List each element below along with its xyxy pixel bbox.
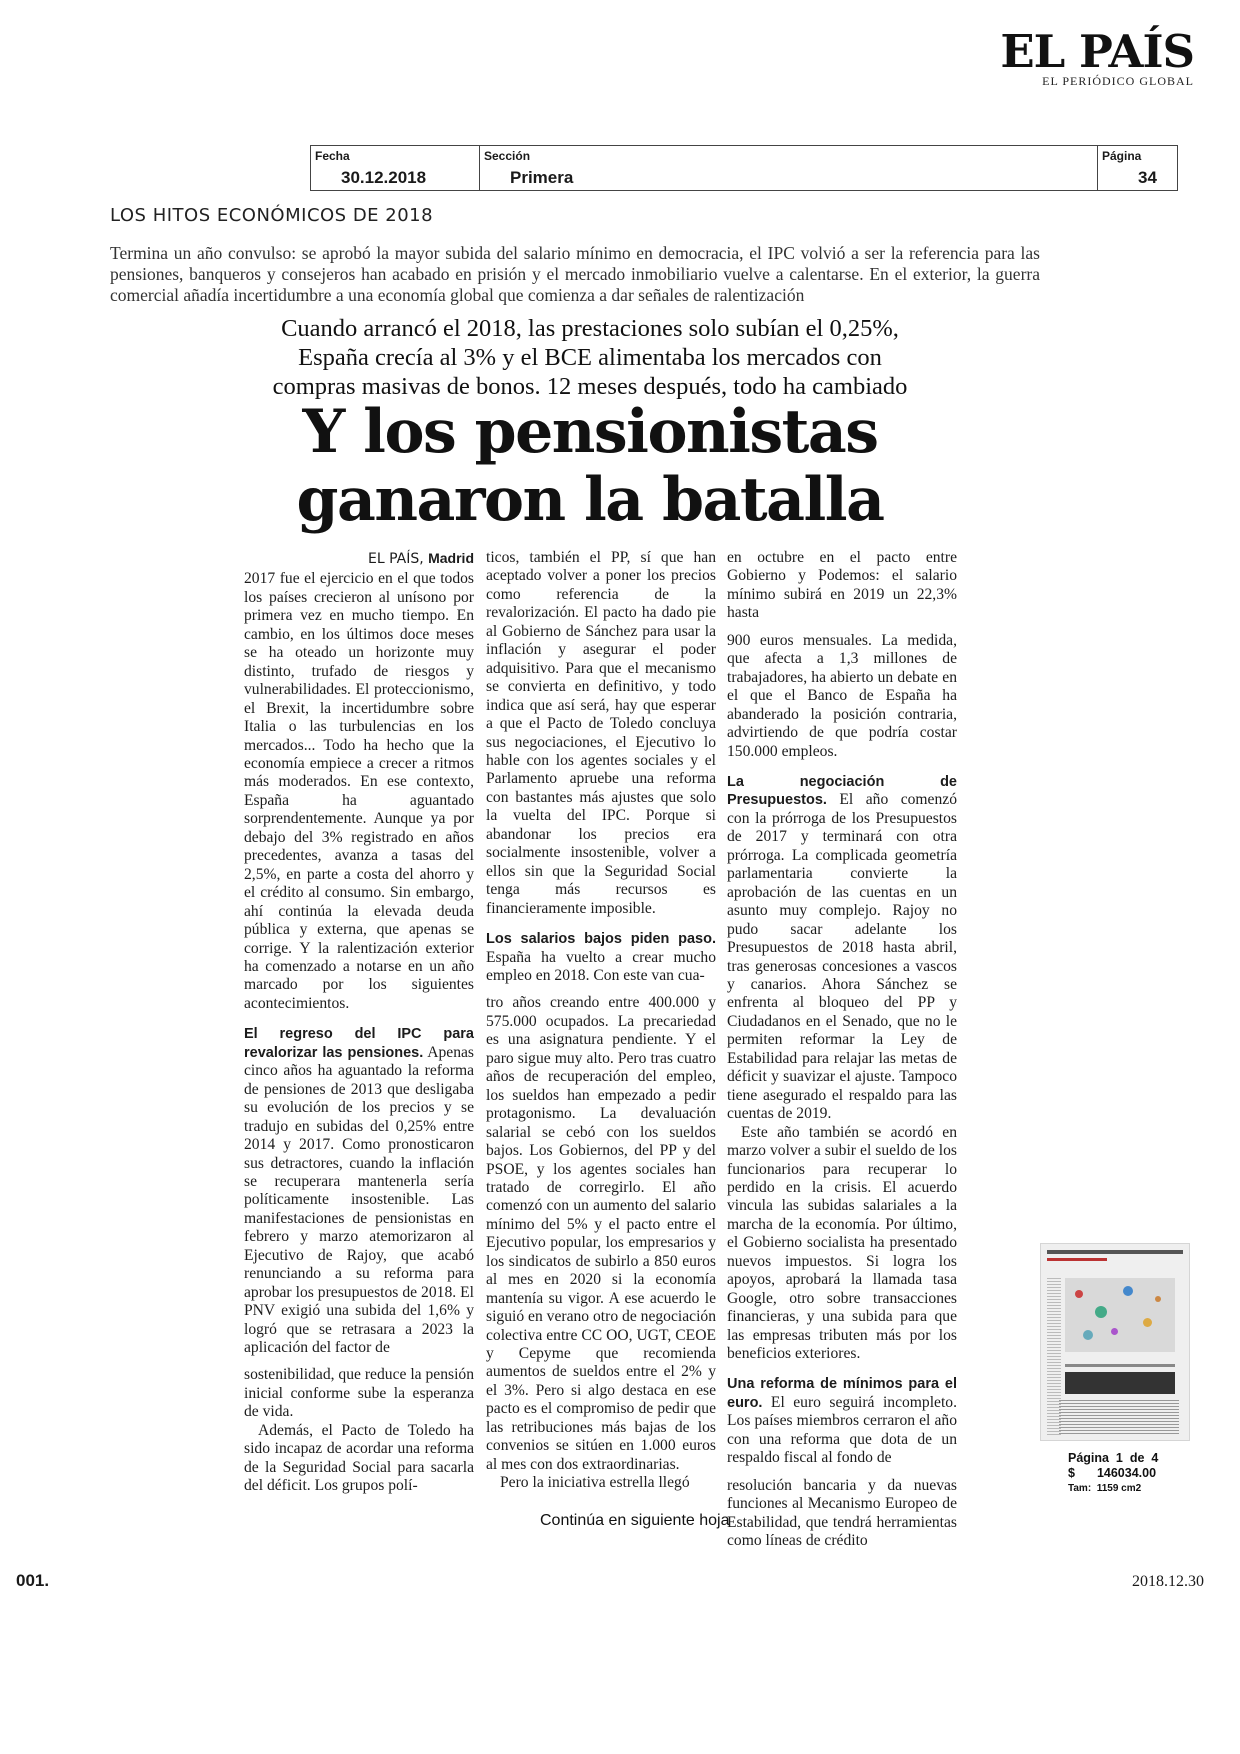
deck-line: España crecía al 3% y el BCE alimentaba los mercados con — [298, 344, 882, 371]
page-info — [1068, 1451, 1158, 1496]
article-headline — [150, 398, 1030, 534]
paragraph — [486, 930, 716, 985]
subheading: Los salarios bajos piden paso. — [486, 931, 716, 948]
paragraph — [727, 773, 957, 1124]
paragraph: sostenibilidad, que reduce la pensión inicial conforme sube la esperanza de vida. — [244, 1366, 474, 1421]
continue-note: Continúa en siguiente hoja — [540, 1512, 730, 1529]
logo-tagline: EL PERIÓDICO GLOBAL — [1042, 74, 1194, 88]
page-size: Tam: 1159 cm2 — [1068, 1483, 1142, 1494]
newspaper-logo — [1000, 25, 1194, 89]
page-id: 001. — [16, 1571, 50, 1590]
byline — [244, 549, 474, 568]
paragraph-text: El euro seguirá incompleto. Los países miembros cerraron el año con una reforma que dota de un respaldo fiscal al fondo de — [727, 1393, 957, 1467]
pagina-value: 34 — [1138, 168, 1157, 187]
thumbnail-header-bar — [1047, 1250, 1183, 1254]
subheading: La negociación de Presupuestos. — [727, 773, 957, 809]
paragraph — [244, 1025, 474, 1357]
paragraph: resolución bancaria y da nuevas funciones al Mecanismo Europeo de Estabilidad, que tendrá herramientas como líneas de crédito — [727, 1476, 957, 1550]
paragraph: en octubre en el pacto entre Gobierno y Podemos: el salario mínimo subirá en 2019 un 22,3% hasta — [727, 549, 957, 622]
pagina-label: Página — [1102, 149, 1142, 163]
thumbnail-section — [1047, 1258, 1107, 1261]
logo-name: EL PAÍS — [1000, 25, 1194, 78]
byline-source: EL PAÍS, — [367, 551, 429, 567]
thumbnail-deck — [1065, 1364, 1175, 1367]
subheading: Una reforma de mínimos para el euro. — [727, 1376, 957, 1411]
article-column-2 — [486, 549, 716, 1493]
paragraph-text: España ha vuelto a crear mucho empleo en 2018. Con este van cua- — [486, 948, 716, 984]
thumbnail-illustration — [1065, 1278, 1175, 1352]
seccion-label: Sección — [484, 149, 531, 163]
article-column-3 — [727, 549, 957, 1551]
deck-line: Cuando arrancó el 2018, las prestaciones solo subían el 0,25%, — [281, 315, 899, 342]
article-deck — [150, 314, 1030, 401]
byline-place: Madrid — [428, 550, 474, 566]
subheading: El regreso del IPC para revalorizar las pensiones. — [244, 1026, 474, 1061]
paragraph: Este año también se acordó en marzo volver a subir el sueldo de los funcionarios para recuperar lo perdido en la crisis. El acuerdo vincula las subidas salariales a la marcha de la economía. Por último, el Gobierno socialista ha presentado nuevos impuestos. Si logra los apoyos, aprobará la llamada tasa Google, otro sobre transacciones financieras, y una subida para que las empresas tributen más por los beneficios exteriores. — [727, 1123, 957, 1363]
paragraph-text: El año comenzó con la prórroga de los Presupuestos de 2017 y terminará con otra prórroga. La complicada geometría parlamentaria convierte la aprobación de las cuentas en un asunto muy complejo. Rajoy no pudo sacar adelante los Presupuestos de 2018 hasta abril, tras generosas concesiones a vascos y canarios. Ahora Sánchez se enfrenta al bloqueo del PP y Ciudadanos en el Senado, que no le permiten reformar la Ley de Estabilidad para relajar las metas de déficit y suavizar el ajuste. Tampoco tiene asegurado el respaldo para las cuentas de 2019. — [727, 791, 957, 1123]
page-thumbnail — [1040, 1243, 1190, 1441]
clipping-info-table — [310, 145, 1178, 191]
paragraph — [727, 1375, 957, 1467]
paragraph: ticos, también el PP, sí que han aceptado volver a poner los precios como referencia de la revalorización. El pacto ha dado pie al Gobierno de Sánchez para usar la inflación y asegurar el poder adquisitivo. Para que el mecanismo se convierta en definitivo, y todo indica que así será, hay que esperar a que el Pacto de Toledo concluya sus negociaciones, el Ejecutivo lo hable con los agentes sociales y el Parlamento apruebe una reforma con bastantes más ajustes que solo la vuelta del IPC. Porque si abandonar los precios era socialmente insostenible, volver a ellos sin que la Seguridad Social tenga más recursos es financieramente imposible. — [486, 549, 716, 917]
paragraph-text: Apenas cinco años ha aguantado la reforma de pensiones de 2013 que desligaba su evolución de los precios y se tradujo en subidas del 0,25% entre 2014 y 2017. Como pronosticaron sus detractores, cuando la inflación se recuperara mantenerla sería políticamente insostenible. Las manifestaciones de pensionistas en febrero y marzo atemorizaron al Ejecutivo de Rajoy, que acabó renunciando a su reforma para aprobar los presupuestos de 2018. El PNV exigió una subida del 1,6% y logró que se retrasara a 2023 la aplicación del factor de — [244, 1043, 474, 1357]
pagina-cell — [1098, 146, 1177, 190]
intro-paragraph: Termina un año convulso: se aprobó la mayor subida del salario mínimo en democracia, el IPC volvió a ser la referencia para las pensiones, banqueros y consejeros han acabado en prisión y el mercado inmobiliario vuelve a calentarse. En el exterior, la guerra comercial añadía incertidumbre a una economía global que comienza a dar señales de ralentización — [110, 243, 1040, 305]
article-column-1 — [244, 549, 474, 1496]
paragraph: Pero la iniciativa estrella llegó — [500, 1474, 690, 1492]
page-count: Página 1 de 4 — [1068, 1451, 1159, 1465]
seccion-value: Primera — [510, 168, 574, 187]
fecha-label: Fecha — [315, 149, 350, 163]
paragraph: tro años creando entre 400.000 y 575.000 ocupados. La precariedad es una asignatura pendiente. Y el paro sigue muy alto. Pero tras cuatro años de recuperación del empleo, los sueldos han empezado a pedir protagonismo. La devaluación salarial se cebó con los sueldos bajos. Los Gobiernos, del PP y del PSOE, y los agentes sociales han tratado de corregirlo. El año comenzó con un aumento del salario mínimo del 5% y el pacto entre el Ejecutivo popular, los empresarios y los sindicatos de subirlo a 850 euros al mes en 2020 si la economía mantenía su vigor. A ese acuerdo le siguió en verano otro de negociación colectiva entre CC OO, UGT, CEOE y Cepyme que recomienda aumentos de sueldos entre el 2% y el 3%. Pero si algo destaca en ese pacto es el compromiso de pedir que las retribuciones más bajas de los convenios se sitúen en 1.000 euros al mes con dos extraordinarias. — [486, 994, 716, 1473]
paragraph: Además, el Pacto de Toledo ha sido incapaz de acordar una reforma de la Seguridad Social para sacarla del déficit. Los grupos polí- — [244, 1421, 474, 1495]
section-kicker: LOS HITOS ECONÓMICOS DE 2018 — [110, 205, 434, 226]
fecha-value: 30.12.2018 — [341, 168, 427, 187]
page-date: 2018.12.30 — [1132, 1573, 1204, 1590]
thumbnail-body-lines — [1059, 1400, 1179, 1436]
deck-line: compras masivas de bonos. 12 meses después, todo ha cambiado — [272, 373, 908, 400]
currency-symbol: $ — [1068, 1466, 1075, 1480]
thumbnail-headline — [1065, 1372, 1175, 1394]
paragraph: 2017 fue el ejercicio en el que todos los países crecieron al unísono por primera vez en mucho tiempo. En cambio, en los últimos doce meses se ha oteado un horizonte muy distinto, trufado de riesgos y vulnerabilidades. El proteccionismo, el Brexit, la incertidumbre sobre Italia o las turbulencias en los mercados... Todo ha hecho que la economía empiece a crecer a ritmos más moderados. En ese contexto, España ha aguantado sorprendentemente. Aunque ya por debajo del 3% registrado en años precedentes, avanza a tasas del 2,5%, en parte a costa del ahorro y el crédito al consumo. Sin embargo, ahí continúa la elevada deuda pública y externa, que apenas se corrige. Y la ralentización exterior ha comenzado a notarse en un año marcado por los siguientes acontecimientos. — [244, 570, 474, 1012]
ad-value: 146034.00 — [1096, 1466, 1157, 1480]
headline-line: Y los pensionistas — [302, 397, 878, 467]
seccion-cell — [480, 146, 1098, 190]
fecha-cell — [311, 146, 480, 190]
headline-line: ganaron la batalla — [296, 465, 884, 535]
paragraph: 900 euros mensuales. La medida, que afecta a 1,3 millones de trabajadores, ha abierto un debate en el que el Banco de España ha abanderado la posición contraria, advirtiendo de que podría costar 150.000 empleos. — [727, 631, 957, 760]
page-value — [1068, 1466, 1158, 1481]
